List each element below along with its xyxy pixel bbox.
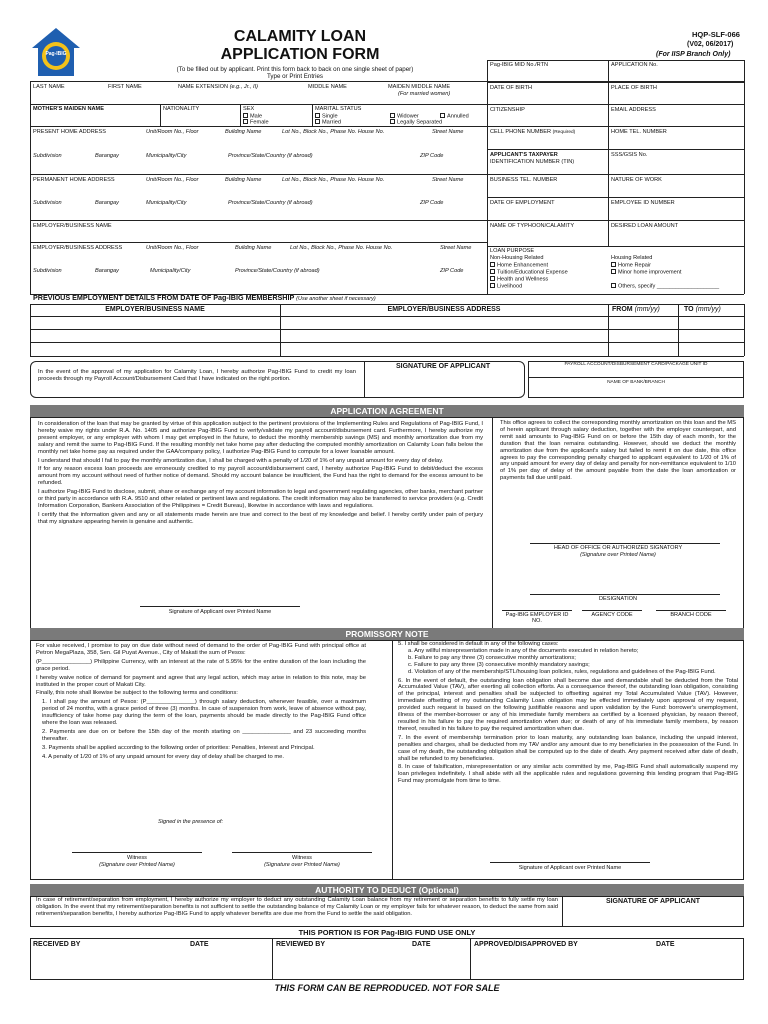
signed-presence: Signed in the presence of: <box>158 819 223 825</box>
agreement-sig-label: Signature of Applicant over Printed Name <box>168 609 272 615</box>
livelihood-option[interactable]: Livelihood <box>490 283 522 290</box>
authority-header: AUTHORITY TO DEDUCT (Optional) <box>30 884 744 896</box>
female-option[interactable]: Female <box>243 119 269 126</box>
designation-label: DESIGNATION <box>598 596 638 602</box>
addr-city: Municipality/City <box>146 200 187 206</box>
checkbox-icon[interactable] <box>490 276 495 281</box>
home-enh-option[interactable]: Home Enhancement <box>490 262 548 269</box>
authority-text: In case of retirement/separation from employment, I hereby authorize my employer to deduct any outstanding Calamity Loan balance from my retirement or separation benefits to fully settle my loan obligation. In the event that my retirement/separation benefits is not sufficient to settle the outstanding balance of my Calamity Loan or my employer fails for whatever reason, to deduct the same from said retirement/separation benefits, I hereby authorize Pag-IBIG Fund to apply whatever benefits are due me from the Fund to settle the said obligation. <box>36 897 558 917</box>
prev-employment-title: PREVIOUS EMPLOYMENT DETAILS FROM DATE OF Pag-IBIG MEMBERSHIP (Use another sheet if necessary) <box>33 293 376 302</box>
addr-brgy: Barangay <box>95 153 119 159</box>
marital-label: MARITAL STATUS <box>315 106 362 112</box>
employee-id-label: EMPLOYEE ID NUMBER <box>611 200 675 206</box>
addr-subd: Subdivision <box>33 153 62 159</box>
addr-street: Street Name <box>440 245 472 251</box>
reviewed-by-label: REVIEWED BY <box>276 941 326 948</box>
reviewed-date-label: DATE <box>412 941 431 948</box>
bank-label: NAME OF BANK/BRANCH <box>607 380 665 385</box>
fund-use-title: THIS PORTION IS FOR Pag-IBIG FUND USE ONLY <box>298 928 476 937</box>
home-repair-option[interactable]: Home Repair <box>611 262 651 269</box>
employer-name-label: EMPLOYER/BUSINESS NAME <box>33 223 112 229</box>
addr-unit: Unit/Room No., Floor <box>146 129 199 135</box>
mid-no-label: Pag-IBIG MID No./RTN <box>490 62 549 68</box>
form-instruction: (To be filled out by applicant. Print this form back to back on one single sheet of paper) <box>176 66 414 73</box>
witness-1-sub: (Signature over Printed Name) <box>99 862 175 868</box>
loan-purpose-label: LOAN PURPOSE <box>490 248 535 254</box>
branch-only: (For IISP Branch Only) <box>656 51 731 58</box>
office-agreement-text: This office agrees to collect the corresponding monthly amortization on this loan and the MS of herein applicant through salary deduction, together with the employer counterpart, and remit said amounts to Pag-IBIG Fund on or before the 15th day of each month, for the duration that the loan remains outstanding. However, should we deduct the monthly amortization due from the applicant's salary but failed to remit it on due date, this office agrees to pay the corresponding penalty charged to applicant equivalent to 1/20 of 1% of any unpaid amount for every day of delay and penalty for non-remittance equivalent to 1/10 of 1% per day of delay of the amount payable from the date the loan amortization or payments fall due until paid. <box>500 420 736 482</box>
head-of-office-label: HEAD OF OFFICE OR AUTHORIZED SIGNATORY <box>553 545 683 551</box>
promissory-right: 5. I shall be considered in default in any of the following cases: a. Any willful misrepresentation made in any of the documents executed in relation hereto; b. Failure to pay any three (3) consecutive monthly amortizations; c. Failure to pay any three (3) consecutive monthly mandatory savings; d. Violation of any of the membership/STL/housing loan policies, rules, regulations and guidelines of the Pag-IBIG Fund. 6. In the event of default, the outstanding loan obligation shall become due and demandable shall be deducted from the Total Accumulated Value (TAV), after exerting all collection efforts. As a consequence thereof, the outstanding loan obligation, consisting of the principal, interest and penalties shall be subjected to offsetting against my Total Accumulated Value (TAV). However, immediate offsetting of my outstanding Calamity Loan obligation may be effected immediately upon approval of my request, provided such request is based on the following justifiable reasons and upon validation by the Fund: borrower's unemployment, illness of the member-borrower or any of his immediate family members as certified by a licensed physician, by reason thereof, resulted in his failure to pay the required amortization when due; or death of any of his immediate family members, by reason thereof, resulted in his failure to pay the required amortization when due. 7. In the event of membership termination prior to loan maturity, any outstanding loan balance, including the unpaid interest, penalties and charges, shall be deducted from my TAV and/or any amount due to my beneficiaries in the possession of the Fund. In case of my death, the outstanding obligation shall be computed up to the date of death. Any payment received after date of death, shall be refunded to my beneficiaries. 8. In case of falsification, misrepresentation or any similar acts committed by me, Pag-IBIG Fund shall automatically suspend my loan privileges indefinitely. I shall abide with all the applicable rules and regulations governing this lending program that Pag-IBIG Fund may promulgate from time to time. <box>398 641 738 785</box>
addr-brgy: Barangay <box>95 268 119 274</box>
citizenship-label: CITIZENSHIP <box>490 107 525 113</box>
checkbox-icon[interactable] <box>490 269 495 274</box>
form-title-1: CALAMITY LOAN <box>233 28 367 45</box>
witness-2-label: Witness <box>292 855 312 861</box>
addr-zip: ZIP Code <box>420 153 444 159</box>
promissory-left: For value received, I promise to pay on due date without need of demand to the order of Pag-IBIG Fund with principal office at Petron MegaPlaza, 358, Sen. Gil Puyat Avenue., City of Makati the sum of Pesos: (P_______________) Philippine Currency, with an interest at the rate of 5.95% for the entire duration of the loan including the grace period. I hereby waive notice of demand for payment and agree that any legal action, which may arise in relation to this note, may be instituted in the proper court of Makati City. Finally, this note shall likewise be subject to the following terms and conditions: 1. I shall pay the amount of Pesos: (P_______________) through salary deduction, whenever feasible, over a maximum period of 24 months, with a grace period of three (3) months. In case of suspension from work, leave of absence without pay, insufficiency of take home pay during the term of the loan, payments should be made directly to the Pag-IBIG Fund office where the loan was released. 2. Payments are due on or before the 15th day of the month starting on _______________ and 23 succeeding months thereafter. 3. Payments shall be applied according to the following order of priorities: Penalties, Interest and Principal. 4. A penalty of 1/20 of 1% of any unpaid amount for every day of delay shall be charged to me. <box>36 643 366 760</box>
addr-bldg: Building Name <box>235 245 272 251</box>
addr-unit: Unit/Room No., Floor <box>146 177 199 183</box>
home-tel-label: HOME TEL. NUMBER <box>611 129 667 135</box>
addr-subd: Subdivision <box>33 268 62 274</box>
addr-city: Municipality/City <box>146 153 187 159</box>
payroll-text: In the event of the approval of my application for Calamity Loan, I hereby authorize Pag-IBIG Fund to credit my loan proceeds through my Payroll Account/Disbursement Card that I have indicated on the right portion. <box>38 369 356 382</box>
checkbox-icon[interactable] <box>611 283 616 288</box>
pagibig-emp-id-label: Pag-IBIG EMPLOYER ID NO. <box>505 612 569 625</box>
addr-subd: Subdivision <box>33 200 62 206</box>
permanent-address-label: PERMANENT HOME ADDRESS <box>33 177 115 183</box>
addr-bldg: Building Name <box>225 129 262 135</box>
addr-prov: Province/State/Country (if abroad) <box>235 268 320 274</box>
addr-lot: Lot No., Block No., Phase No. House No. <box>290 245 393 251</box>
checkbox-icon[interactable] <box>490 283 495 288</box>
addr-lot: Lot No., Block No., Phase No. House No. <box>282 129 385 135</box>
mothers-maiden-label: MOTHER'S MAIDEN NAME <box>33 106 104 112</box>
maiden-middle-label: MAIDEN MIDDLE NAME <box>388 84 451 90</box>
addr-lot: Lot No., Block No., Phase No. House No. <box>282 177 385 183</box>
others-option[interactable]: Others, specify ____________________ <box>611 283 719 290</box>
addr-unit: Unit/Room No., Floor <box>146 245 199 251</box>
checkbox-icon[interactable] <box>390 113 395 118</box>
prev-col-to: TO (mm/yy) <box>684 306 721 313</box>
form-instruction-2: Type or Print Entries <box>266 73 324 80</box>
single-option[interactable]: Single <box>315 113 338 120</box>
middle-name-label: MIDDLE NAME <box>308 84 347 90</box>
addr-prov: Province/State/Country (if abroad) <box>228 153 313 159</box>
sex-label: SEX <box>243 106 255 112</box>
checkbox-icon[interactable] <box>440 113 445 118</box>
addr-brgy: Barangay <box>95 200 119 206</box>
payroll-signature: SIGNATURE OF APPLICANT <box>396 363 491 370</box>
checkbox-icon[interactable] <box>390 119 395 124</box>
checkbox-icon[interactable] <box>490 262 495 267</box>
tin-label-2: IDENTIFICATION NUMBER (TIN) <box>490 159 575 165</box>
checkbox-icon[interactable] <box>611 269 616 274</box>
married-option[interactable]: Married <box>315 119 341 126</box>
employer-address-label: EMPLOYER/BUSINESS ADDRESS <box>33 245 123 251</box>
tuition-option[interactable]: Tuition/Educational Expense <box>490 269 568 276</box>
approved-date-label: DATE <box>656 941 675 948</box>
agency-code-label: AGENCY CODE <box>591 612 633 618</box>
promissory-header: PROMISSORY NOTE <box>30 628 744 640</box>
agreement-header: APPLICATION AGREEMENT <box>30 405 744 417</box>
form-title-2: APPLICATION FORM <box>220 46 380 63</box>
bus-tel-label: BUSINESS TEL. NUMBER <box>490 177 558 183</box>
received-date-label: DATE <box>190 941 209 948</box>
nationality-label: NATIONALITY <box>163 106 200 112</box>
checkbox-icon[interactable] <box>243 113 248 118</box>
tin-label-1: APPLICANT'S TAXPAYER <box>490 152 558 158</box>
male-option[interactable]: Male <box>243 113 262 120</box>
sss-label: SSS/GSIS No. <box>611 152 648 158</box>
addr-zip: ZIP Code <box>440 268 464 274</box>
present-address-label: PRESENT HOME ADDRESS <box>33 129 106 135</box>
witness-1-label: Witness <box>127 855 147 861</box>
maiden-middle-hint: (For married women) <box>398 91 451 97</box>
checkbox-icon[interactable] <box>611 262 616 267</box>
prev-col-from: FROM (mm/yy) <box>612 306 660 313</box>
authority-signature: SIGNATURE OF APPLICANT <box>605 898 701 905</box>
form-code: HQP-SLF-066 <box>692 30 740 39</box>
health-option[interactable]: Health and Wellness <box>490 276 548 283</box>
email-label: EMAIL ADDRESS <box>611 107 656 113</box>
housing-label: Housing Related <box>611 255 653 261</box>
nature-work-label: NATURE OF WORK <box>611 177 662 183</box>
promissory-sig-label: Signature of Applicant over Printed Name <box>518 865 622 871</box>
prev-col-name: EMPLOYER/BUSINESS NAME <box>105 306 205 313</box>
checkbox-icon[interactable] <box>315 119 320 124</box>
addr-prov: Province/State/Country (if abroad) <box>228 200 313 206</box>
annulled-option[interactable]: Annulled <box>440 113 469 120</box>
minor-home-option[interactable]: Minor home improvement <box>611 269 681 276</box>
logo-text: Pag-IBIG <box>45 51 67 57</box>
approved-by-label: APPROVED/DISAPPROVED BY <box>474 941 578 948</box>
checkbox-icon[interactable] <box>315 113 320 118</box>
witness-2-sub: (Signature over Printed Name) <box>264 862 340 868</box>
legally-sep-option[interactable]: Legally Separated <box>390 119 442 126</box>
last-name-label: LAST NAME <box>33 84 65 90</box>
application-no-label: APPLICATION No. <box>611 62 658 68</box>
agreement-body: In consideration of the loan that may be granted by virtue of this application subject to the pertinent provisions of the Implementing Rules and Regulations of Pag-IBIG Fund, I hereby waive my rights under R.A. No. 1405 and authorize Pag-IBIG Fund to verify/validate my payroll account/disbursement card. Furthermore, I hereby authorize my present employer, or any employer with whom I may get employed in the future, to deduct the monthly membership savings (MS) and monthly amortization due from my salary and remit the same to Pag-IBIG Fund. If the resulting monthly net take home pay after deducting the computed monthly amortization on Calamity Loan falls below the monthly net take home pay as required under the GAA/company policy, I authorize Pag-IBIG Fund to compute for a lower loanable amount. I understand that should I fail to pay the monthly amortization due, I shall be charged with a penalty of 1/20 of 1% of any unpaid amount for every day of delay. If for any reason excess loan proceeds are erroneously credited to my payroll account/disbursement card, I hereby authorize Pag-IBIG Fund to debit/deduct the excess amount from my account without need of further notice of demand. Should my account balance be insufficient, the Fund has the right to demand for the excess amount to be refunded. I authorize Pag-IBIG Fund to disclose, submit, share or exchange any of my account information to legal and government regulating agencies, other banks, merchant partner or third party in accordance with R.A. 9510 and other related or pertinent laws and regulations. The credit information may also be transferred to service providers (e.g. Credit Information Corporation, Bankers Association of the Philippines = Credit Bureau), likewise in accordance with laws and regulations. I certify that the information given and any or all statements made herein are true and correct to the best of my knowledge and belief. I hereby certify under pain of perjury that my signature appearing herein is genuine and authentic. <box>38 421 483 525</box>
cell-label: CELL PHONE NUMBER (Required) <box>490 129 576 135</box>
prev-col-addr: EMPLOYER/BUSINESS ADDRESS <box>387 306 501 313</box>
name-ext-label: NAME EXTENSION (e.g., Jr., II) <box>178 84 258 90</box>
desired-amount-label: DESIRED LOAN AMOUNT <box>611 223 679 229</box>
head-of-office-sub: (Signature over Printed Name) <box>580 552 656 558</box>
non-housing-label: Non-Housing Related <box>490 255 544 261</box>
widower-option[interactable]: Widower <box>390 113 419 120</box>
place-of-birth-label: PLACE OF BIRTH <box>611 85 657 91</box>
addr-bldg: Building Name <box>225 177 262 183</box>
footer-note: THIS FORM CAN BE REPRODUCED. NOT FOR SALE <box>274 983 500 993</box>
form-version: (V02, 06/2017) <box>687 41 734 48</box>
addr-street: Street Name <box>432 177 464 183</box>
addr-zip: ZIP Code <box>420 200 444 206</box>
date-employment-label: DATE OF EMPLOYMENT <box>490 200 555 206</box>
card-label: PAYROLL ACCOUNT/DISBURSEMENT CARD/PACKAGE UNIT ID <box>564 362 708 367</box>
checkbox-icon[interactable] <box>243 119 248 124</box>
date-of-birth-label: DATE OF BIRTH <box>490 85 533 91</box>
typhoon-label: NAME OF TYPHOON/CALAMITY <box>490 223 575 229</box>
branch-code-label: BRANCH CODE <box>670 612 712 618</box>
first-name-label: FIRST NAME <box>108 84 142 90</box>
addr-street: Street Name <box>432 129 464 135</box>
addr-city: Municipality/City <box>150 268 191 274</box>
received-by-label: RECEIVED BY <box>33 941 81 948</box>
